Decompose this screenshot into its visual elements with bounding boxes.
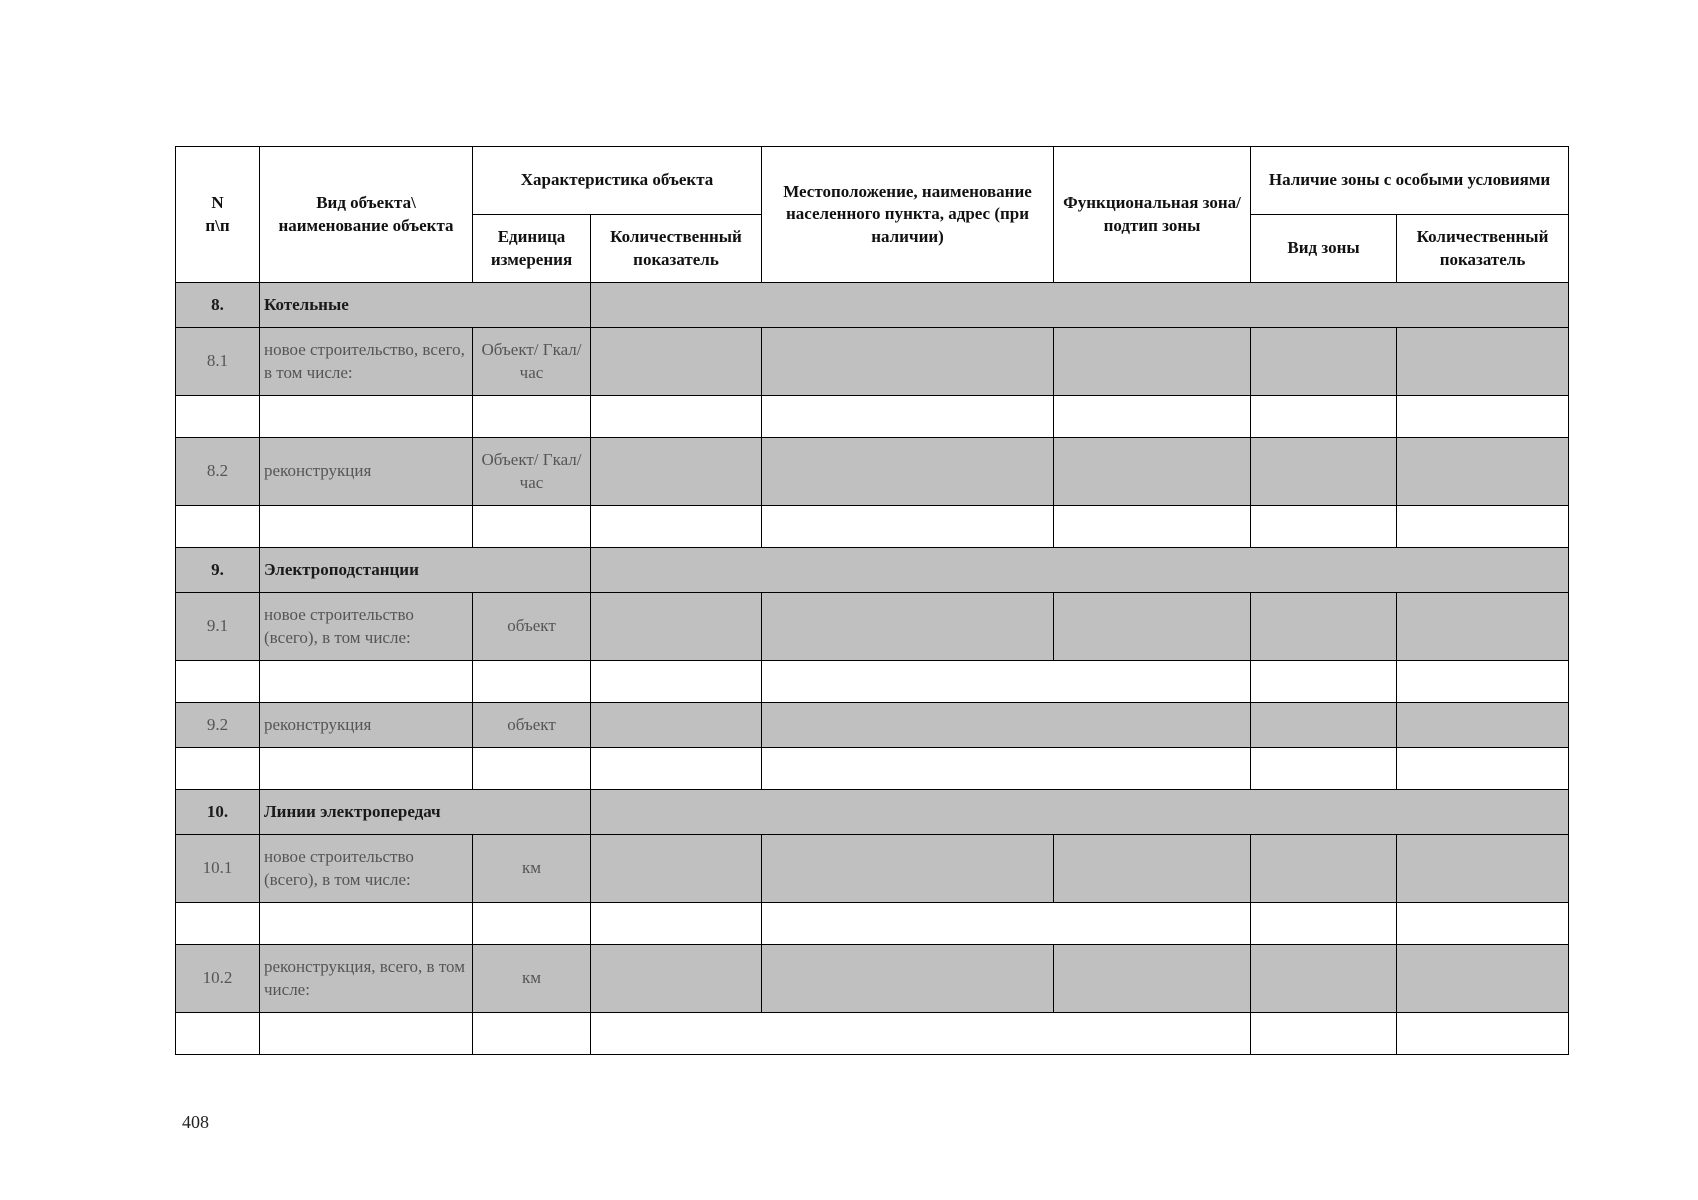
header-special-zone: Наличие зоны с особыми условиями xyxy=(1251,147,1569,215)
row-number: 9.1 xyxy=(176,593,260,661)
row-number: 10.2 xyxy=(176,945,260,1013)
objects-table xyxy=(175,146,1569,1055)
blank-row xyxy=(176,396,1569,438)
row-quantity xyxy=(591,835,762,903)
row-zone xyxy=(1054,438,1251,506)
blank-row xyxy=(176,903,1569,945)
row-location xyxy=(762,328,1054,396)
row-zone-quantity xyxy=(1397,703,1569,748)
row-quantity xyxy=(591,945,762,1013)
row-zone xyxy=(1054,593,1251,661)
row-name: реконструкция, всего, в том числе: xyxy=(260,945,473,1013)
row-zone-quantity xyxy=(1397,835,1569,903)
row-location xyxy=(762,438,1054,506)
row-number: 10.1 xyxy=(176,835,260,903)
row-unit: объект xyxy=(473,593,591,661)
row-zone xyxy=(1054,945,1251,1013)
row-location xyxy=(762,703,1251,748)
blank-row xyxy=(176,506,1569,548)
section-title: Линии электропередач xyxy=(260,790,591,835)
header-quantity: Количественный показатель xyxy=(591,215,762,283)
table-row xyxy=(176,593,1569,661)
row-number: 9.2 xyxy=(176,703,260,748)
table-row xyxy=(176,703,1569,748)
row-zone-quantity xyxy=(1397,945,1569,1013)
row-unit: Объект/ Гкал/час xyxy=(473,438,591,506)
row-unit: объект xyxy=(473,703,591,748)
row-quantity xyxy=(591,593,762,661)
row-zone-quantity xyxy=(1397,593,1569,661)
row-quantity xyxy=(591,438,762,506)
header-num: N п\п xyxy=(176,147,260,283)
row-unit: км xyxy=(473,835,591,903)
row-name: новое строительство (всего), в том числе: xyxy=(260,835,473,903)
section-row xyxy=(176,548,1569,593)
row-zone-type xyxy=(1251,438,1397,506)
header-characteristic: Характеристика объекта xyxy=(473,147,762,215)
row-zone-type xyxy=(1251,945,1397,1013)
row-zone xyxy=(1054,835,1251,903)
row-name: новое строительство, всего, в том числе: xyxy=(260,328,473,396)
blank-row xyxy=(176,661,1569,703)
page-number: 408 xyxy=(182,1112,209,1132)
row-unit: Объект/ Гкал/час xyxy=(473,328,591,396)
row-quantity xyxy=(591,703,762,748)
row-zone-quantity xyxy=(1397,328,1569,396)
header-zone-type: Вид зоны xyxy=(1251,215,1397,283)
row-zone-quantity xyxy=(1397,438,1569,506)
header-unit: Единица измерения xyxy=(473,215,591,283)
row-name: реконструкция xyxy=(260,438,473,506)
row-number: 8.1 xyxy=(176,328,260,396)
header-location: Местоположение, наименование населенного пункта, адрес (при наличии) xyxy=(762,147,1054,283)
row-zone xyxy=(1054,328,1251,396)
row-location xyxy=(762,835,1054,903)
row-name: новое строительство (всего), в том числе: xyxy=(260,593,473,661)
section-number: 8. xyxy=(176,283,260,328)
table-row xyxy=(176,835,1569,903)
header-functional-zone: Функциональная зона/ подтип зоны xyxy=(1054,147,1251,283)
row-zone-type xyxy=(1251,328,1397,396)
row-location xyxy=(762,593,1054,661)
section-number: 10. xyxy=(176,790,260,835)
section-filler xyxy=(591,283,1569,328)
section-row xyxy=(176,283,1569,328)
section-filler xyxy=(591,790,1569,835)
table-row xyxy=(176,328,1569,396)
row-number: 8.2 xyxy=(176,438,260,506)
row-unit: км xyxy=(473,945,591,1013)
row-zone-type xyxy=(1251,593,1397,661)
section-title: Котельные xyxy=(260,283,591,328)
row-name: реконструкция xyxy=(260,703,473,748)
section-title: Электроподстанции xyxy=(260,548,591,593)
header-zone-quantity: Количественный показатель xyxy=(1397,215,1569,283)
table-row xyxy=(176,945,1569,1013)
header-object-type: Вид объекта\ наименование объекта xyxy=(260,147,473,283)
table-row xyxy=(176,438,1569,506)
blank-row xyxy=(176,748,1569,790)
row-zone-type xyxy=(1251,835,1397,903)
section-row xyxy=(176,790,1569,835)
blank-row xyxy=(176,1013,1569,1055)
row-quantity xyxy=(591,328,762,396)
section-number: 9. xyxy=(176,548,260,593)
row-zone-type xyxy=(1251,703,1397,748)
row-location xyxy=(762,945,1054,1013)
section-filler xyxy=(591,548,1569,593)
